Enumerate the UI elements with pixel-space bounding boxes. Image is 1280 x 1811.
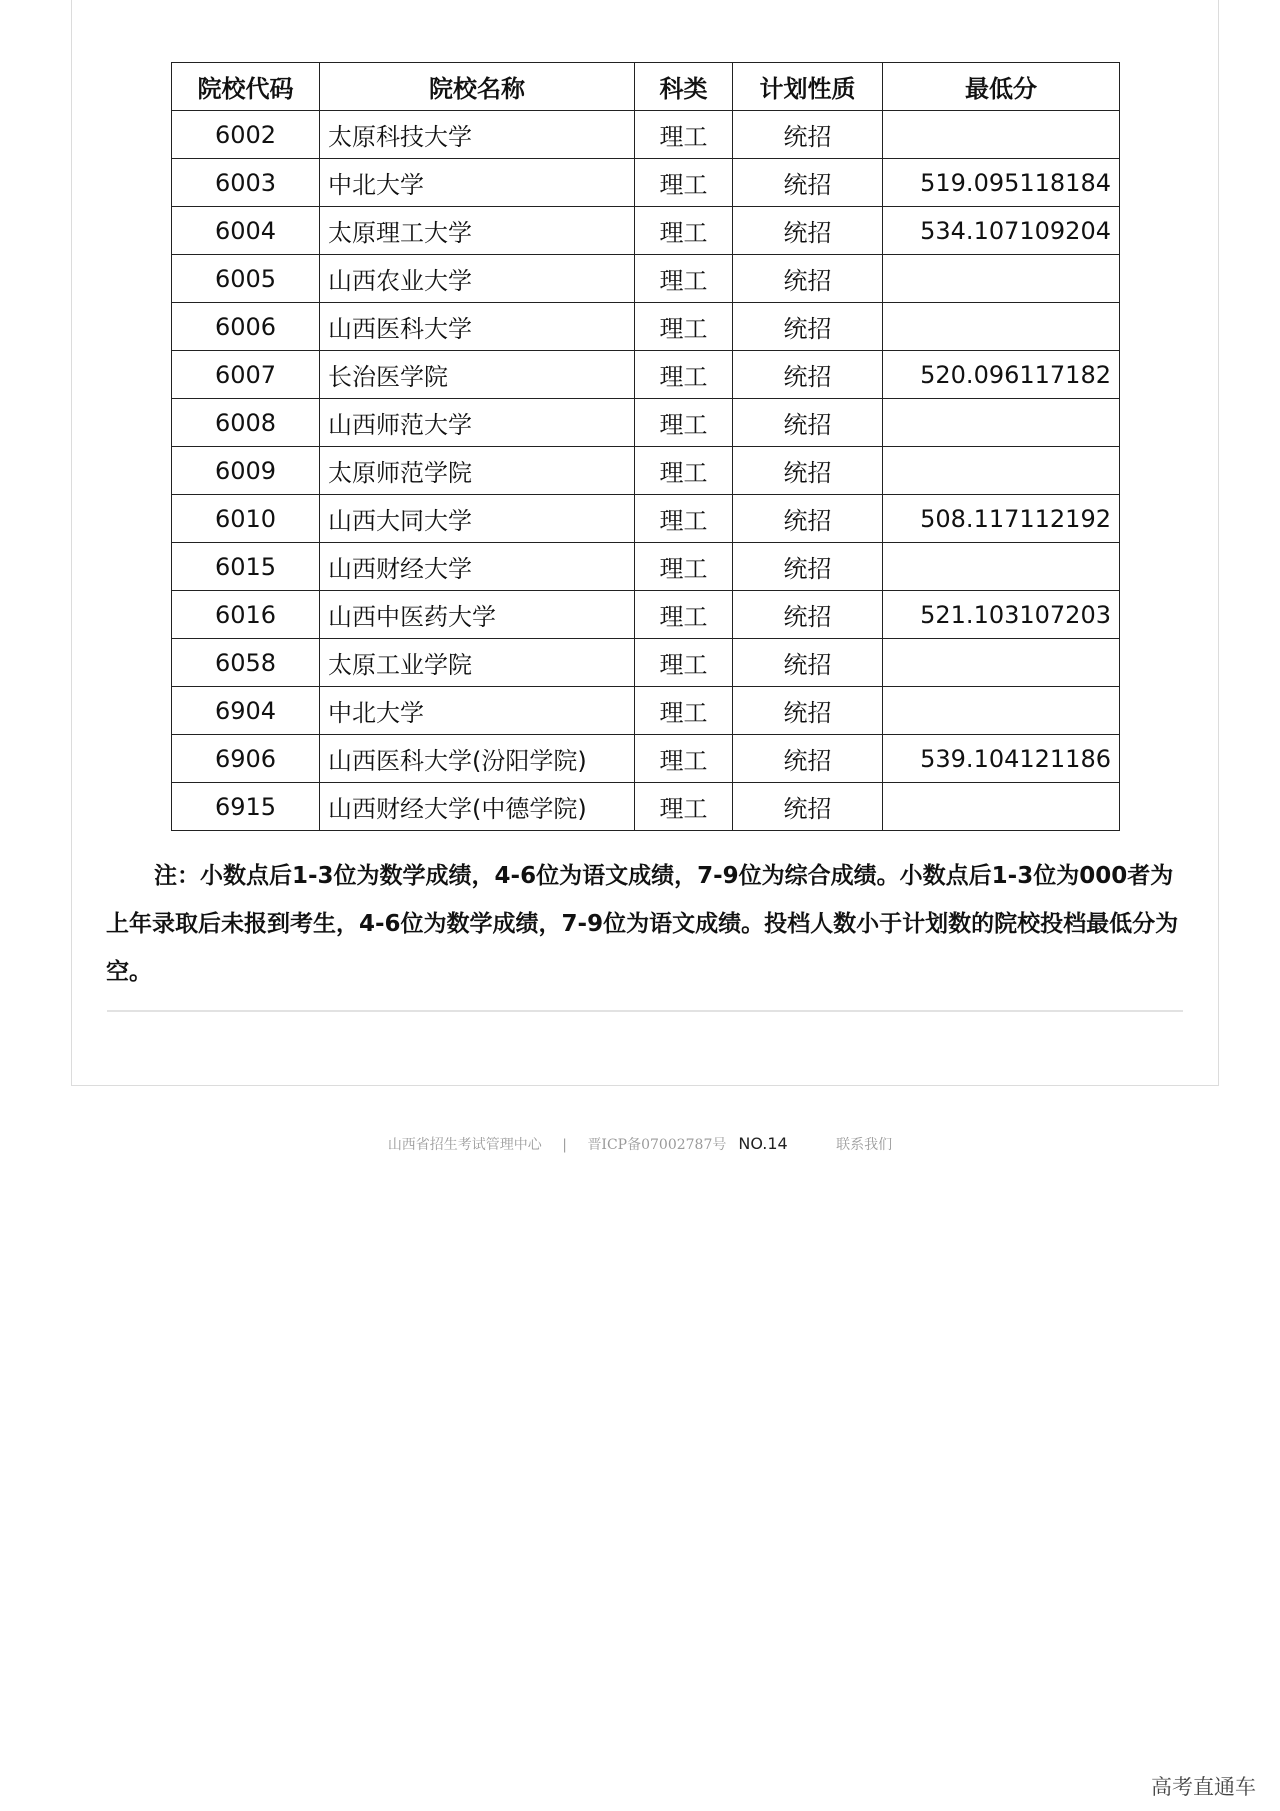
cell-min-score (883, 111, 1120, 159)
cell-plan-type: 统招 (733, 591, 883, 639)
header-school-name: 院校名称 (320, 63, 635, 111)
score-format-note: 注：小数点后1-3位为数学成绩，4-6位为语文成绩，7-9位为综合成绩。小数点后1-3位为000者为上年录取后未报到考生，4-6位为数学成绩，7-9位为语文成绩。投档人数小于计划数的院校投档最低分为空。 (106, 863, 1179, 985)
cell-plan-type: 统招 (733, 159, 883, 207)
footer-org-link[interactable]: 山西省招生考试管理中心 (387, 1137, 542, 1153)
divider (107, 1010, 1183, 1012)
table-row (172, 687, 1120, 735)
cell-school-code: 6058 (172, 639, 320, 687)
cell-min-score: 534.107109204 (883, 207, 1120, 255)
cell-min-score: 521.103107203 (883, 591, 1120, 639)
table-row (172, 543, 1120, 591)
cell-category: 理工 (635, 543, 733, 591)
cell-school-code: 6904 (172, 687, 320, 735)
cell-school-name: 山西医科大学(汾阳学院) (320, 735, 635, 783)
cell-school-name: 山西医科大学 (320, 303, 635, 351)
cell-plan-type: 统招 (733, 255, 883, 303)
cell-school-code: 6009 (172, 447, 320, 495)
cell-school-name: 中北大学 (320, 687, 635, 735)
table-row (172, 783, 1120, 831)
cell-category: 理工 (635, 591, 733, 639)
cell-min-score (883, 639, 1120, 687)
footer-separator: | (562, 1137, 567, 1153)
cell-min-score (883, 783, 1120, 831)
cell-school-code: 6003 (172, 159, 320, 207)
cell-plan-type: 统招 (733, 207, 883, 255)
cell-category: 理工 (635, 687, 733, 735)
cell-school-name: 山西中医药大学 (320, 591, 635, 639)
cell-plan-type: 统招 (733, 543, 883, 591)
cell-school-code: 6007 (172, 351, 320, 399)
cell-school-code: 6015 (172, 543, 320, 591)
cell-min-score (883, 687, 1120, 735)
cell-school-name: 中北大学 (320, 159, 635, 207)
cell-plan-type: 统招 (733, 639, 883, 687)
cell-plan-type: 统招 (733, 447, 883, 495)
table-row (172, 111, 1120, 159)
cell-school-code: 6016 (172, 591, 320, 639)
cell-school-name: 太原师范学院 (320, 447, 635, 495)
footer-stat-counter: NO.14 (738, 1134, 788, 1153)
table-header-row (172, 63, 1120, 111)
cell-school-code: 6010 (172, 495, 320, 543)
cell-category: 理工 (635, 639, 733, 687)
cell-school-name: 山西大同大学 (320, 495, 635, 543)
table-row (172, 399, 1120, 447)
cell-category: 理工 (635, 207, 733, 255)
cell-category: 理工 (635, 399, 733, 447)
cell-category: 理工 (635, 495, 733, 543)
cell-plan-type: 统招 (733, 783, 883, 831)
footer-contact-link[interactable]: 联系我们 (836, 1137, 893, 1153)
table-row (172, 735, 1120, 783)
cell-category: 理工 (635, 735, 733, 783)
cell-school-code: 6915 (172, 783, 320, 831)
cell-plan-type: 统招 (733, 687, 883, 735)
cell-min-score (883, 447, 1120, 495)
cell-school-code: 6006 (172, 303, 320, 351)
cell-school-code: 6004 (172, 207, 320, 255)
table-row (172, 447, 1120, 495)
table-row (172, 639, 1120, 687)
table-row (172, 495, 1120, 543)
table-row (172, 255, 1120, 303)
footer-icp-link[interactable]: 晋ICP备07002787号 (587, 1137, 727, 1153)
cell-school-name: 长治医学院 (320, 351, 635, 399)
cell-category: 理工 (635, 111, 733, 159)
cell-min-score: 520.096117182 (883, 351, 1120, 399)
table-row (172, 351, 1120, 399)
cell-school-name: 山西财经大学(中德学院) (320, 783, 635, 831)
cell-min-score: 539.104121186 (883, 735, 1120, 783)
cell-min-score: 508.117112192 (883, 495, 1120, 543)
cell-school-name: 山西师范大学 (320, 399, 635, 447)
cell-plan-type: 统招 (733, 111, 883, 159)
cell-plan-type: 统招 (733, 303, 883, 351)
cell-min-score: 519.095118184 (883, 159, 1120, 207)
cell-school-name: 山西财经大学 (320, 543, 635, 591)
cell-plan-type: 统招 (733, 495, 883, 543)
page-footer (0, 1134, 1280, 1154)
cell-school-code: 6906 (172, 735, 320, 783)
header-min-score: 最低分 (883, 63, 1120, 111)
cell-school-name: 山西农业大学 (320, 255, 635, 303)
cell-school-code: 6008 (172, 399, 320, 447)
cell-plan-type: 统招 (733, 399, 883, 447)
admission-score-table (171, 62, 1120, 831)
cell-min-score (883, 255, 1120, 303)
cell-plan-type: 统招 (733, 351, 883, 399)
cell-min-score (883, 399, 1120, 447)
cell-school-name: 太原理工大学 (320, 207, 635, 255)
watermark-text: 高考直通车 (1151, 1775, 1256, 1799)
cell-school-code: 6002 (172, 111, 320, 159)
cell-school-code: 6005 (172, 255, 320, 303)
table-row (172, 303, 1120, 351)
table-row (172, 207, 1120, 255)
cell-category: 理工 (635, 255, 733, 303)
cell-school-name: 太原工业学院 (320, 639, 635, 687)
header-plan-type: 计划性质 (733, 63, 883, 111)
table-row (172, 591, 1120, 639)
cell-category: 理工 (635, 447, 733, 495)
cell-category: 理工 (635, 303, 733, 351)
cell-min-score (883, 303, 1120, 351)
header-school-code: 院校代码 (172, 63, 320, 111)
cell-category: 理工 (635, 783, 733, 831)
cell-school-name: 太原科技大学 (320, 111, 635, 159)
cell-min-score (883, 543, 1120, 591)
header-category: 科类 (635, 63, 733, 111)
cell-plan-type: 统招 (733, 735, 883, 783)
cell-category: 理工 (635, 159, 733, 207)
table-row (172, 159, 1120, 207)
cell-category: 理工 (635, 351, 733, 399)
